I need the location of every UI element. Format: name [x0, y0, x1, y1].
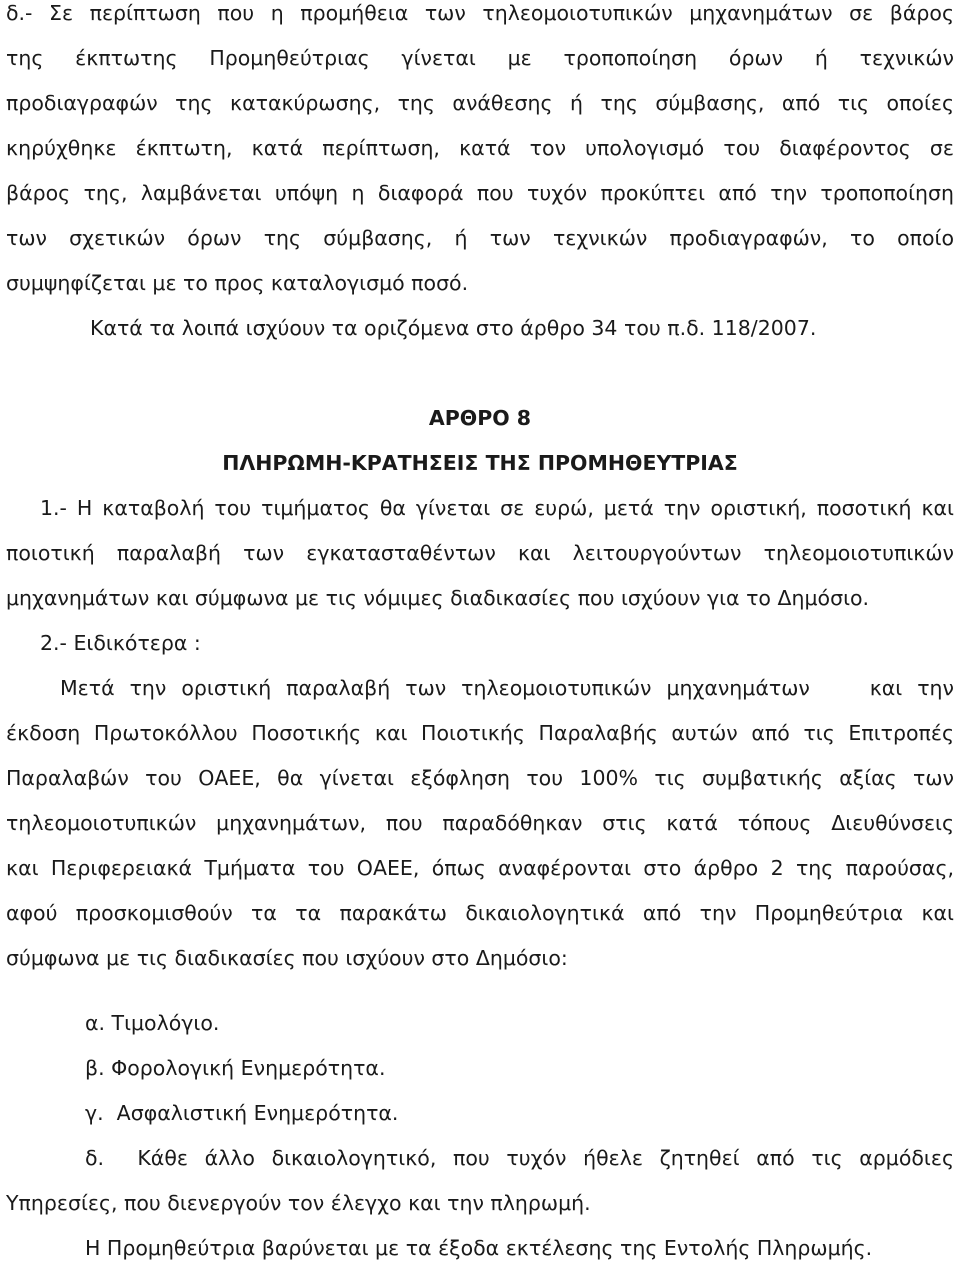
paragraph-2-line-6: αφού προσκομισθούν τα τα παρακάτω δικαιολογητικά από την Προμηθεύτρια και	[6, 901, 954, 925]
remaining-provisions-text: Κατά τα λοιπά ισχύουν τα οριζόμενα στο άρθρο 34 του π.δ. 118/2007.	[90, 316, 817, 340]
paragraph-d-line-5: βάρος της, λαμβάνεται υπόψη η διαφορά που τυχόν προκύπτει από την τροποποίηση	[6, 181, 954, 205]
paragraph-2-line-1: Μετά την οριστική παραλαβή των τηλεομοιοτυπικών μηχανημάτων και την	[60, 676, 954, 700]
document-item-insurance-clearance: γ. Ασφαλιστική Ενημερότητα.	[85, 1101, 399, 1125]
closing-statement: Η Προμηθεύτρια βαρύνεται με τα έξοδα εκτέλεσης της Εντολής Πληρωμής.	[85, 1236, 873, 1260]
paragraph-d-line-4: κηρύχθηκε έκπτωτη, κατά περίπτωση, κατά τον υπολογισμό του διαφέροντος σε	[6, 136, 954, 160]
paragraph-1-line-1: 1.- Η καταβολή του τιμήματος θα γίνεται σε ευρώ, μετά την οριστική, ποσοτική και	[40, 496, 954, 520]
paragraph-1-line-3: μηχανημάτων και σύμφωνα με τις νόμιμες διαδικασίες που ισχύουν για το Δημόσιο.	[6, 586, 870, 610]
article-number: ΑΡΘΡΟ 8	[428, 406, 532, 430]
paragraph-d-line-3: προδιαγραφών της κατακύρωσης, της ανάθεσης ή της σύμβασης, από τις οποίες	[6, 91, 954, 115]
paragraph-1-line-2: ποιοτική παραλαβή των εγκατασταθέντων και λειτουργούντων τηλεομοιοτυπικών	[6, 541, 954, 565]
paragraph-d-line-2: της έκπτωτης Προμηθεύτριας γίνεται με τροποποίηση όρων ή τεχνικών	[6, 46, 954, 70]
document-item-other-line-2: Υπηρεσίες, που διενεργούν τον έλεγχο και την πληρωμή.	[6, 1191, 591, 1215]
paragraph-2-line-4: τηλεομοιοτυπικών μηχανημάτων, που παραδόθηκαν στις κατά τόπους Διευθύνσεις	[6, 811, 954, 835]
document-item-other-line-1: δ. Κάθε άλλο δικαιολογητικό, που τυχόν ήθελε ζητηθεί από τις αρμόδιες	[85, 1146, 954, 1170]
paragraph-2-line-2: έκδοση Πρωτοκόλλου Ποσοτικής και Ποιοτικής Παραλαβής αυτών από τις Επιτροπές	[6, 721, 954, 745]
paragraph-2-heading: 2.- Ειδικότερα :	[40, 631, 201, 655]
document-item-invoice: α. Τιμολόγιο.	[85, 1011, 220, 1035]
paragraph-d-line-7: συμψηφίζεται με το προς καταλογισμό ποσό.	[6, 271, 469, 295]
document-item-tax-clearance: β. Φορολογική Ενημερότητα.	[85, 1056, 386, 1080]
paragraph-2-line-7: σύμφωνα με τις διαδικασίες που ισχύουν στο Δημόσιο:	[6, 946, 568, 970]
paragraph-2-line-5: και Περιφερειακά Τμήματα του ΟΑΕΕ, όπως αναφέρονται στο άρθρο 2 της παρούσας,	[6, 856, 954, 880]
article-title: ΠΛΗΡΩΜΗ-ΚΡΑΤΗΣΕΙΣ ΤΗΣ ΠΡΟΜΗΘΕΥΤΡΙΑΣ	[222, 451, 738, 475]
paragraph-2-line-3: Παραλαβών του ΟΑΕΕ, θα γίνεται εξόφληση του 100% τις συμβατικής αξίας των	[6, 766, 954, 790]
paragraph-d-line-6: των σχετικών όρων της σύμβασης, ή των τεχνικών προδιαγραφών, το οποίο	[6, 226, 954, 250]
paragraph-d-line-1: δ.- Σε περίπτωση που η προμήθεια των τηλεομοιοτυπικών μηχανημάτων σε βάρος	[6, 1, 954, 25]
